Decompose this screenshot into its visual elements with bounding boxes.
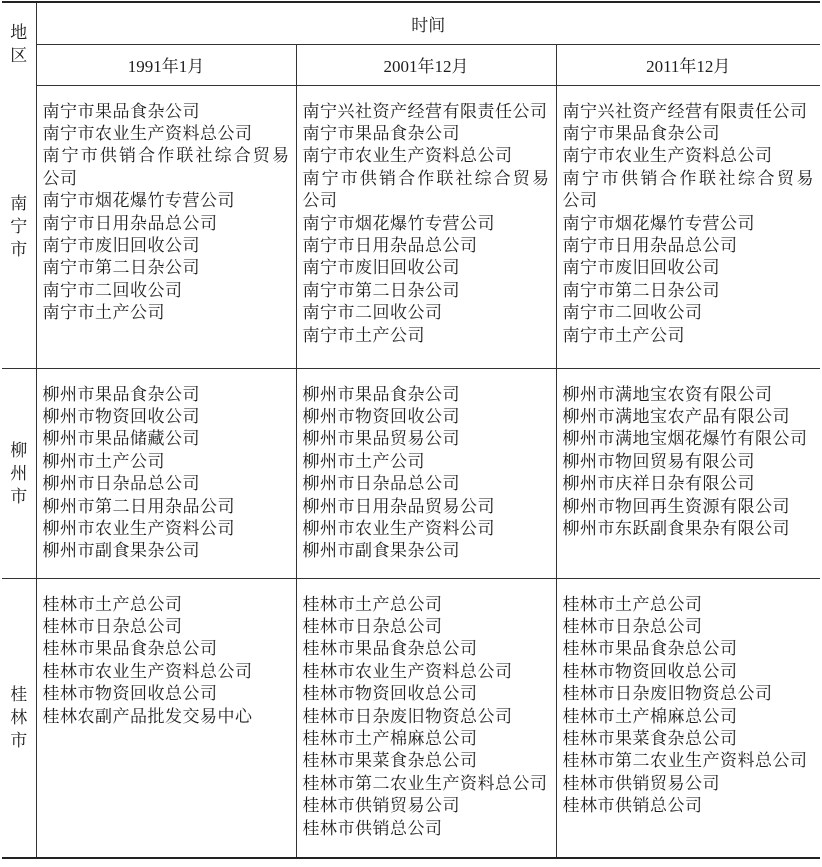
region-name: 南宁市 [10, 193, 28, 259]
company-item: 南宁市烟花爆竹专营公司 [42, 191, 235, 211]
period-header-1991: 1991年1月 [36, 44, 296, 85]
company-item: 柳州市东跃副食果杂有限公司 [562, 518, 790, 538]
company-item: 南宁市土产公司 [562, 325, 685, 345]
region-row-liuzhou [2, 368, 820, 578]
company-item: 南宁兴社资产经营有限责任公司 [562, 101, 808, 121]
company-item: 柳州市满地宝农产品有限公司 [562, 406, 790, 426]
company-item-line: 南宁市供销合作联社综合贸易 [562, 168, 814, 188]
company-item: 南宁市果品食杂公司 [302, 123, 460, 143]
company-item: 桂林市日杂总公司 [562, 616, 703, 636]
company-item: 桂林市土产总公司 [302, 594, 443, 614]
company-item: 柳州市农业生产资料公司 [302, 518, 495, 538]
company-item: 柳州市果品储藏公司 [42, 429, 200, 449]
company-item-line: 公司 [562, 191, 598, 211]
company-item: 南宁市土产公司 [302, 325, 425, 345]
region-cell [2, 85, 36, 368]
company-item: 柳州市物回再生资源有限公司 [562, 496, 790, 516]
region-header [2, 2, 36, 85]
company-item: 南宁市日用杂品总公司 [42, 213, 218, 233]
company-item: 南宁市二回收公司 [302, 303, 443, 323]
header-row-periods [2, 44, 820, 85]
region-header-label: 地区 [10, 23, 28, 65]
company-item: 桂林市日杂废旧物资总公司 [562, 684, 773, 704]
company-item [303, 168, 550, 213]
company-item: 桂林市物资回收总公司 [302, 684, 478, 704]
company-item: 柳州市土产公司 [42, 451, 165, 471]
region-name: 柳州市 [10, 440, 28, 506]
company-item: 桂林市果菜食杂总公司 [302, 751, 478, 771]
company-list [296, 368, 556, 578]
company-item: 柳州市副食果杂公司 [42, 541, 200, 561]
company-item: 柳州市满地宝农资有限公司 [562, 384, 773, 404]
period-header-2001: 2001年12月 [296, 44, 556, 85]
company-item: 南宁市废旧回收公司 [42, 235, 200, 255]
company-item: 柳州市日杂品总公司 [42, 474, 200, 494]
company-item-line: 南宁市供销合作联社综合贸易 [42, 146, 290, 166]
company-item: 桂林市供销贸易公司 [302, 796, 460, 816]
company-item: 南宁市烟花爆竹专营公司 [562, 213, 755, 233]
company-item [43, 145, 290, 190]
region-row-guilin [2, 578, 820, 858]
company-item: 桂林市供销总公司 [302, 818, 443, 838]
company-item: 桂林市日杂总公司 [302, 616, 443, 636]
company-item: 南宁市二回收公司 [562, 303, 703, 323]
company-list [36, 368, 296, 578]
company-item: 柳州市物资回收公司 [42, 406, 200, 426]
company-item: 桂林市物资回收总公司 [562, 661, 738, 681]
company-item: 柳州市庆祥日杂有限公司 [562, 474, 755, 494]
company-item: 桂林市供销贸易公司 [562, 773, 720, 793]
company-item: 南宁市农业生产资料总公司 [562, 146, 773, 166]
region-cell [2, 578, 36, 858]
company-list [556, 85, 820, 368]
company-item: 桂林市农业生产资料总公司 [42, 661, 253, 681]
region-name: 桂林市 [10, 685, 28, 751]
company-list [296, 85, 556, 368]
company-item: 桂林市农业生产资料总公司 [302, 661, 513, 681]
company-item: 柳州市副食果杂公司 [302, 541, 460, 561]
company-item: 桂林市果品食杂总公司 [42, 639, 218, 659]
company-item: 桂林市果品食杂总公司 [562, 639, 738, 659]
company-item: 柳州市满地宝烟花爆竹有限公司 [562, 429, 808, 449]
region-cell [2, 368, 36, 578]
company-item: 南宁市日用杂品总公司 [302, 235, 478, 255]
company-item: 柳州市第二日用杂品公司 [42, 496, 235, 516]
company-item: 南宁市果品食杂公司 [562, 123, 720, 143]
company-item: 柳州市果品食杂公司 [42, 384, 200, 404]
company-item: 柳州市日用杂品贸易公司 [302, 496, 495, 516]
company-item: 南宁市二回收公司 [42, 280, 183, 300]
company-item: 南宁市废旧回收公司 [562, 258, 720, 278]
company-item: 南宁市日用杂品总公司 [562, 235, 738, 255]
company-item: 南宁市第二日杂公司 [562, 280, 720, 300]
company-item-line: 南宁市供销合作联社综合贸易 [302, 168, 550, 188]
company-item: 柳州市农业生产资料公司 [42, 518, 235, 538]
company-list [556, 368, 820, 578]
company-list [36, 578, 296, 858]
company-item: 南宁市果品食杂公司 [42, 101, 200, 121]
company-item: 南宁兴社资产经营有限责任公司 [302, 101, 548, 121]
company-item: 南宁市农业生产资料总公司 [42, 123, 253, 143]
company-item: 南宁市土产公司 [42, 303, 165, 323]
company-item: 柳州市土产公司 [302, 451, 425, 471]
company-item-line: 公司 [302, 191, 338, 211]
company-item [563, 168, 815, 213]
company-item: 桂林市物资回收总公司 [42, 684, 218, 704]
company-table [2, 1, 820, 859]
company-list [296, 578, 556, 858]
region-row-nanning [2, 85, 820, 368]
company-item: 桂林市日杂废旧物资总公司 [302, 706, 513, 726]
company-item: 柳州市物资回收公司 [302, 406, 460, 426]
company-item: 柳州市果品食杂公司 [302, 384, 460, 404]
company-item: 桂林市果品食杂总公司 [302, 639, 478, 659]
company-item: 桂林市果菜食杂总公司 [562, 728, 738, 748]
company-item: 南宁市第二日杂公司 [302, 280, 460, 300]
period-header-2011: 2011年12月 [556, 44, 820, 85]
company-item: 桂林市土产总公司 [42, 594, 183, 614]
company-item: 柳州市果品贸易公司 [302, 429, 460, 449]
company-item: 柳州市物回贸易有限公司 [562, 451, 755, 471]
company-item: 南宁市废旧回收公司 [302, 258, 460, 278]
company-item: 南宁市烟花爆竹专营公司 [302, 213, 495, 233]
company-item-line: 公司 [42, 168, 78, 188]
company-list [556, 578, 820, 858]
company-item: 柳州市日杂品总公司 [302, 474, 460, 494]
company-item: 桂林市土产棉麻总公司 [302, 728, 478, 748]
company-item: 桂林市供销总公司 [562, 796, 703, 816]
company-item: 桂林农副产品批发交易中心 [42, 706, 253, 726]
company-item: 南宁市农业生产资料总公司 [302, 146, 513, 166]
company-item: 桂林市土产总公司 [562, 594, 703, 614]
company-item: 桂林市第二农业生产资料总公司 [302, 773, 548, 793]
company-item: 南宁市第二日杂公司 [42, 258, 200, 278]
header-row-time [2, 2, 820, 44]
company-item: 桂林市日杂总公司 [42, 616, 183, 636]
company-list [36, 85, 296, 368]
time-header: 时间 [36, 2, 820, 44]
company-item: 桂林市第二农业生产资料总公司 [562, 751, 808, 771]
company-item: 桂林市土产棉麻总公司 [562, 706, 738, 726]
